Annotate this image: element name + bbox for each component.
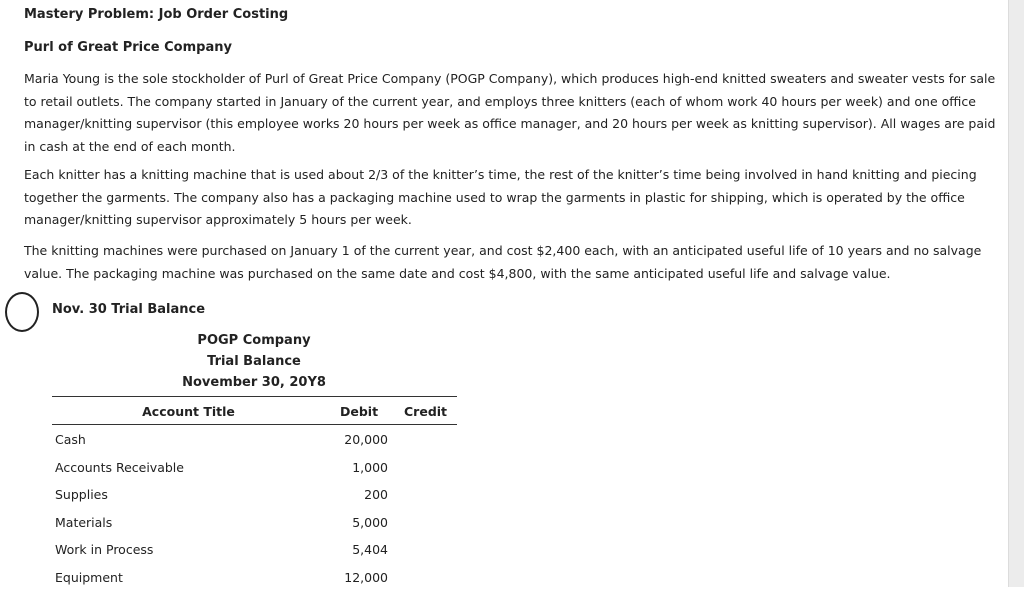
table-row [52, 425, 457, 453]
trial-balance-date: November 30, 20Y8 [52, 375, 456, 390]
intro-paragraph: Maria Young is the sole stockholder of Purl of Great Price Company (POGP Company), which produces high-end knitted sweaters and sweater vests for sale to retail outlets. The company started in January of the current year, and employs three knitters (each of whom work 40 hours per week) and one office manager/knitting supervisor (this employee works 20 hours per week as office manager, and 20 hours per week as knitting supervisor). All wages are paid in cash at the end of each month. [24, 68, 1009, 158]
trial-balance-title: Trial Balance [52, 354, 456, 369]
purchase-paragraph: The knitting machines were purchased on January 1 of the current year, and cost $2,400 each, with an anticipated useful life of 10 years and no salvage value. The packaging machine was purchased on the same date and cost $4,800, with the same anticipated useful life and salvage value. [24, 240, 1009, 285]
table-row [52, 453, 457, 481]
column-header-debit: Debit [340, 404, 378, 419]
table-row [52, 480, 457, 508]
section-heading: Nov. 30 Trial Balance [52, 302, 205, 317]
column-header-credit: Credit [404, 404, 447, 419]
table-row [52, 563, 457, 590]
debit-cell: 12,000 [344, 570, 388, 585]
account-cell: Accounts Receivable [55, 460, 184, 475]
debit-cell: 20,000 [344, 432, 388, 447]
table-row [52, 508, 457, 536]
account-cell: Materials [55, 515, 112, 530]
account-cell: Work in Process [55, 542, 153, 557]
debit-cell: 1,000 [352, 460, 388, 475]
vertical-scrollbar[interactable] [1008, 0, 1024, 587]
account-cell: Supplies [55, 487, 108, 502]
cursor-circle-marker [5, 292, 39, 332]
table-row [52, 535, 457, 563]
debit-cell: 5,000 [352, 515, 388, 530]
machines-paragraph: Each knitter has a knitting machine that is used about 2/3 of the knitter’s time, the rest of the knitter’s time being involved in hand knitting and piecing together the garments. The company also has a packaging machine used to wrap the garments in plastic for shipping, which is operated by the office manager/knitting supervisor approximately 5 hours per week. [24, 164, 1009, 232]
table-header [52, 396, 457, 425]
debit-cell: 5,404 [352, 542, 388, 557]
company-heading: Purl of Great Price Company [24, 40, 232, 55]
trial-balance-table [52, 396, 457, 590]
account-cell: Equipment [55, 570, 123, 585]
column-header-account: Account Title [52, 404, 325, 419]
page-title: Mastery Problem: Job Order Costing [24, 7, 288, 22]
debit-cell: 200 [364, 487, 388, 502]
trial-balance-company: POGP Company [52, 333, 456, 348]
account-cell: Cash [55, 432, 86, 447]
